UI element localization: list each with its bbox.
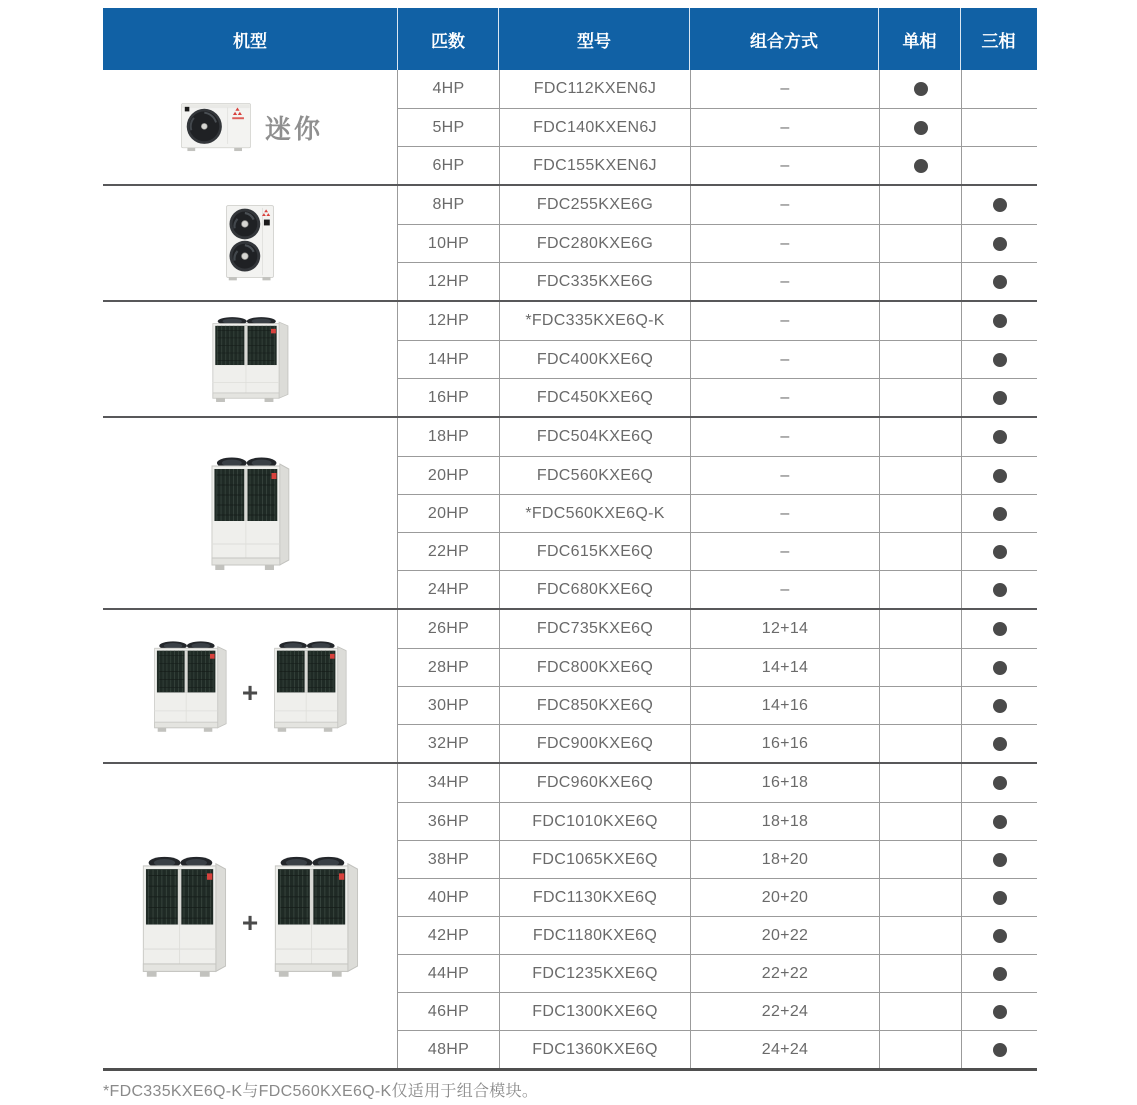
table-row: [398, 224, 1037, 262]
hp-cell: 18HP: [427, 428, 470, 445]
single-phase-dot: [914, 121, 928, 135]
group-rows: [397, 302, 1037, 416]
single-phase-cell: [879, 341, 961, 378]
model-spec-table: [103, 8, 1037, 1071]
single-phase-cell: [879, 495, 961, 532]
three-phase-dot: [993, 237, 1007, 251]
table-row: [398, 878, 1037, 916]
table-row: [398, 146, 1037, 184]
column-header-0: 机型: [233, 31, 267, 51]
three-phase-dot: [993, 353, 1007, 367]
table-row: [398, 802, 1037, 840]
hp-cell: 6HP: [432, 156, 465, 174]
model-number-cell: FDC960KXE6Q: [499, 764, 690, 802]
single-phase-cell: [879, 457, 961, 494]
combination-cell: 16+18: [690, 764, 879, 802]
three-phase-dot: [993, 929, 1007, 943]
model-number-cell: FDC1065KXE6Q: [499, 841, 690, 878]
model-group-5: [103, 762, 1037, 1068]
three-phase-cell: [961, 993, 1037, 1030]
combination-cell: 22+24: [690, 993, 879, 1030]
group-rows: [397, 186, 1037, 300]
combination-cell: –: [690, 533, 879, 570]
combination-cell: –: [690, 379, 879, 416]
combination-cell: 24+24: [690, 1031, 879, 1068]
model-number-cell: FDC1180KXE6Q: [499, 917, 690, 954]
hp-cell: 26HP: [427, 620, 470, 637]
three-phase-dot: [993, 815, 1007, 829]
outdoor-unit-module-tall-image: [207, 452, 293, 574]
model-group-1: [103, 184, 1037, 300]
single-phase-cell: [879, 1031, 961, 1068]
table-row: [398, 954, 1037, 992]
table-row: [398, 262, 1037, 300]
single-phase-cell: [879, 687, 961, 724]
group-rows: [397, 610, 1037, 762]
combination-cell: –: [690, 109, 879, 146]
single-phase-cell: [879, 263, 961, 300]
table-row: [398, 764, 1037, 802]
single-phase-dot: [914, 159, 928, 173]
three-phase-dot: [993, 737, 1007, 751]
table-row: [398, 686, 1037, 724]
table-row: [398, 70, 1037, 108]
model-group-3: [103, 416, 1037, 608]
model-number-cell: FDC450KXE6Q: [499, 379, 690, 416]
combination-cell: –: [690, 186, 879, 224]
model-number-cell: FDC900KXE6Q: [499, 725, 690, 762]
table-row: [398, 1030, 1037, 1068]
three-phase-cell: [961, 109, 1037, 146]
single-phase-cell: [879, 70, 961, 108]
group-rows: [397, 70, 1037, 184]
three-phase-cell: [961, 879, 1037, 916]
table-header-row: [103, 8, 1037, 70]
model-number-cell: FDC680KXE6Q: [499, 571, 690, 608]
single-phase-cell: [879, 841, 961, 878]
table-row: [398, 992, 1037, 1030]
hp-cell: 30HP: [427, 696, 470, 714]
table-row: [398, 610, 1037, 648]
table-row: [398, 108, 1037, 146]
combination-cell: –: [690, 263, 879, 300]
table-row: [398, 378, 1037, 416]
combination-cell: –: [690, 457, 879, 494]
column-header-1: 匹数: [397, 8, 498, 70]
table-body: [103, 70, 1037, 1071]
hp-cell: 20HP: [427, 504, 470, 522]
model-image-cell: [103, 610, 397, 762]
table-row: [398, 186, 1037, 224]
model-number-cell: FDC400KXE6Q: [499, 341, 690, 378]
three-phase-dot: [993, 545, 1007, 559]
model-number-cell: FDC255KXE6G: [499, 186, 690, 224]
three-phase-dot: [993, 891, 1007, 905]
hp-cell: 14HP: [427, 350, 470, 368]
model-group-4: [103, 608, 1037, 762]
outdoor-unit-mini-image: [177, 98, 255, 156]
single-phase-cell: [879, 225, 961, 262]
combination-cell: 14+14: [690, 649, 879, 686]
combination-cell: 16+16: [690, 725, 879, 762]
single-phase-cell: [879, 764, 961, 802]
model-image-cell: [103, 186, 397, 300]
hp-cell: 44HP: [427, 964, 470, 982]
three-phase-dot: [993, 776, 1007, 790]
three-phase-cell: [961, 225, 1037, 262]
outdoor-unit-module-tall-pair-image: [270, 851, 362, 981]
three-phase-dot: [993, 507, 1007, 521]
plus-sign: +: [241, 677, 259, 708]
single-phase-cell: [879, 533, 961, 570]
three-phase-cell: [961, 418, 1037, 456]
three-phase-cell: [961, 457, 1037, 494]
three-phase-cell: [961, 725, 1037, 762]
single-phase-cell: [879, 993, 961, 1030]
model-number-cell: FDC504KXE6Q: [499, 418, 690, 456]
hp-cell: 32HP: [427, 734, 470, 752]
three-phase-cell: [961, 687, 1037, 724]
three-phase-cell: [961, 341, 1037, 378]
outdoor-unit-module-pair-image: [270, 637, 350, 735]
combination-cell: –: [690, 70, 879, 108]
combination-cell: 20+22: [690, 917, 879, 954]
model-number-cell: *FDC335KXE6Q-K: [499, 302, 690, 340]
combination-cell: 18+20: [690, 841, 879, 878]
table-row: [398, 648, 1037, 686]
model-number-cell: FDC335KXE6G: [499, 263, 690, 300]
mini-series-label: 迷你: [264, 113, 323, 144]
model-number-cell: FDC1235KXE6Q: [499, 955, 690, 992]
model-number-cell: FDC140KXEN6J: [499, 109, 690, 146]
three-phase-dot: [993, 430, 1007, 444]
three-phase-dot: [993, 1005, 1007, 1019]
single-phase-cell: [879, 302, 961, 340]
three-phase-cell: [961, 649, 1037, 686]
table-row: [398, 302, 1037, 340]
table-row: [398, 532, 1037, 570]
hp-cell: 10HP: [427, 234, 470, 252]
hp-cell: 36HP: [427, 812, 470, 830]
three-phase-cell: [961, 571, 1037, 608]
table-row: [398, 418, 1037, 456]
table-row: [398, 840, 1037, 878]
model-number-cell: FDC1300KXE6Q: [499, 993, 690, 1030]
outdoor-unit-module-small-image: [208, 313, 292, 405]
three-phase-dot: [993, 469, 1007, 483]
hp-cell: 34HP: [427, 774, 470, 791]
group-rows: [397, 764, 1037, 1068]
single-phase-cell: [879, 610, 961, 648]
hp-cell: 46HP: [427, 1002, 470, 1020]
combination-cell: –: [690, 418, 879, 456]
three-phase-dot: [993, 275, 1007, 289]
model-number-cell: FDC1010KXE6Q: [499, 803, 690, 840]
combination-cell: –: [690, 495, 879, 532]
hp-cell: 24HP: [427, 580, 470, 598]
model-group-0: [103, 70, 1037, 184]
combination-cell: –: [690, 341, 879, 378]
single-phase-cell: [879, 955, 961, 992]
three-phase-cell: [961, 917, 1037, 954]
hp-cell: 42HP: [427, 926, 470, 944]
single-phase-cell: [879, 649, 961, 686]
single-phase-cell: [879, 109, 961, 146]
three-phase-cell: [961, 533, 1037, 570]
table-row: [398, 724, 1037, 762]
three-phase-cell: [961, 147, 1037, 184]
model-number-cell: FDC280KXE6G: [499, 225, 690, 262]
single-phase-cell: [879, 571, 961, 608]
model-image-cell: [103, 302, 397, 416]
three-phase-dot: [993, 583, 1007, 597]
column-header-3: 组合方式: [689, 8, 878, 70]
column-header-2: 型号: [498, 8, 689, 70]
combination-cell: –: [690, 147, 879, 184]
three-phase-cell: [961, 70, 1037, 108]
table-row: [398, 494, 1037, 532]
model-number-cell: FDC735KXE6Q: [499, 610, 690, 648]
model-number-cell: FDC800KXE6Q: [499, 649, 690, 686]
hp-cell: 12HP: [427, 272, 470, 290]
model-image-cell: [103, 418, 397, 608]
single-phase-cell: [879, 147, 961, 184]
combination-cell: 18+18: [690, 803, 879, 840]
hp-cell: 28HP: [427, 658, 470, 676]
three-phase-cell: [961, 841, 1037, 878]
column-header-5: 三相: [960, 8, 1036, 70]
hp-cell: 16HP: [427, 388, 470, 406]
hp-cell: 5HP: [432, 118, 465, 136]
three-phase-dot: [993, 967, 1007, 981]
three-phase-cell: [961, 803, 1037, 840]
table-row: [398, 570, 1037, 608]
hp-cell: 22HP: [427, 542, 470, 560]
model-number-cell: FDC155KXEN6J: [499, 147, 690, 184]
hp-cell: 12HP: [427, 312, 470, 329]
model-number-cell: FDC560KXE6Q: [499, 457, 690, 494]
hp-cell: 8HP: [432, 196, 465, 213]
single-phase-cell: [879, 725, 961, 762]
model-number-cell: FDC850KXE6Q: [499, 687, 690, 724]
hp-cell: 4HP: [432, 80, 465, 97]
model-number-cell: FDC615KXE6Q: [499, 533, 690, 570]
single-phase-dot: [914, 82, 928, 96]
combination-cell: –: [690, 225, 879, 262]
combination-cell: –: [690, 302, 879, 340]
combination-cell: 12+14: [690, 610, 879, 648]
combination-cell: 20+20: [690, 879, 879, 916]
three-phase-cell: [961, 1031, 1037, 1068]
three-phase-cell: [961, 379, 1037, 416]
outdoor-unit-dual-fan-image: [217, 202, 283, 284]
hp-cell: 20HP: [427, 466, 470, 484]
three-phase-cell: [961, 263, 1037, 300]
column-header-4: 单相: [878, 8, 960, 70]
single-phase-cell: [879, 917, 961, 954]
single-phase-cell: [879, 186, 961, 224]
three-phase-cell: [961, 764, 1037, 802]
model-image-cell: [103, 764, 397, 1068]
model-group-2: [103, 300, 1037, 416]
three-phase-dot: [993, 391, 1007, 405]
three-phase-cell: [961, 186, 1037, 224]
three-phase-dot: [993, 1043, 1007, 1057]
model-number-cell: FDC112KXEN6J: [499, 70, 690, 108]
three-phase-cell: [961, 955, 1037, 992]
three-phase-dot: [993, 853, 1007, 867]
three-phase-cell: [961, 302, 1037, 340]
combination-cell: 14+16: [690, 687, 879, 724]
three-phase-cell: [961, 495, 1037, 532]
combination-cell: 22+22: [690, 955, 879, 992]
single-phase-cell: [879, 418, 961, 456]
single-phase-cell: [879, 803, 961, 840]
outdoor-unit-module-tall-pair-image: [138, 851, 230, 981]
footnote: *FDC335KXE6Q-K与FDC560KXE6Q-K仅适用于组合模块。: [103, 1083, 539, 1100]
table-row: [398, 340, 1037, 378]
three-phase-dot: [993, 314, 1007, 328]
three-phase-cell: [961, 610, 1037, 648]
hp-cell: 40HP: [427, 888, 470, 906]
model-number-cell: *FDC560KXE6Q-K: [499, 495, 690, 532]
hp-cell: 48HP: [427, 1040, 470, 1058]
model-number-cell: FDC1360KXE6Q: [499, 1031, 690, 1068]
table-row: [398, 456, 1037, 494]
plus-sign: +: [241, 907, 259, 938]
hp-cell: 38HP: [427, 850, 470, 868]
group-rows: [397, 418, 1037, 608]
table-row: [398, 916, 1037, 954]
three-phase-dot: [993, 622, 1007, 636]
three-phase-dot: [993, 198, 1007, 212]
single-phase-cell: [879, 879, 961, 916]
three-phase-dot: [993, 699, 1007, 713]
outdoor-unit-module-pair-image: [150, 637, 230, 735]
model-number-cell: FDC1130KXE6Q: [499, 879, 690, 916]
single-phase-cell: [879, 379, 961, 416]
combination-cell: –: [690, 571, 879, 608]
model-image-cell: [103, 70, 397, 184]
three-phase-dot: [993, 661, 1007, 675]
